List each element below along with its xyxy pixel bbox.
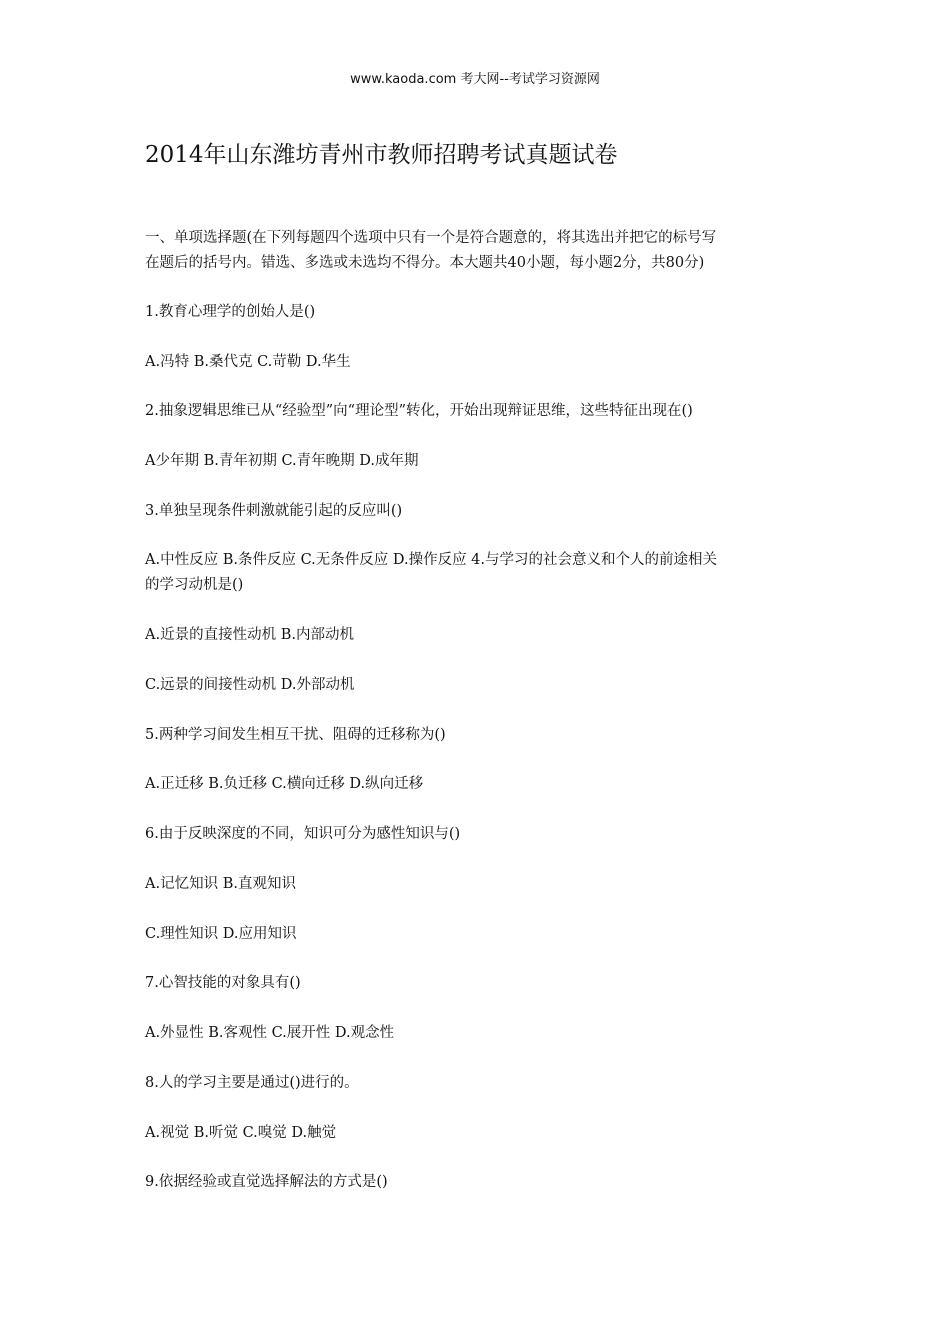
question-3-options-line-1: A.中性反应 B.条件反应 C.无条件反应 D.操作反应 4.与学习的社会意义和个人的前途相关 xyxy=(145,552,718,568)
section-instruction-line-1: 一、单项选择题(在下列每题四个选项中只有一个是符合题意的，将其选出并把它的标号写 xyxy=(145,230,717,246)
question-2: 2.抽象逻辑思维已从“经验型”向“理论型”转化，开始出现辩证思维，这些特征出现在() xyxy=(145,403,693,419)
question-9: 9.依据经验或直觉选择解法的方式是() xyxy=(145,1174,388,1190)
question-3-options-line-2: 的学习动机是() xyxy=(145,577,244,593)
question-4-options-a: A.近景的直接性动机 B.内部动机 xyxy=(145,627,354,643)
question-7-options: A.外显性 B.客观性 C.展开性 D.观念性 xyxy=(145,1025,395,1041)
section-instruction-line-2: 在题后的括号内。错选、多选或未选均不得分。本大题共40小题，每小题2分，共80分) xyxy=(145,255,705,271)
question-1-options: A.冯特 B.桑代克 C.苛勒 D.华生 xyxy=(145,354,351,370)
question-5-options: A.正迁移 B.负迁移 C.横向迁移 D.纵向迁移 xyxy=(145,776,424,792)
document-title: 2014年山东潍坊青州市教师招聘考试真题试卷 xyxy=(145,142,618,168)
question-6-options-a: A.记忆知识 B.直观知识 xyxy=(145,876,296,892)
question-6-options-b: C.理性知识 D.应用知识 xyxy=(145,926,297,942)
question-5: 5.两种学习间发生相互干扰、阻碍的迁移称为() xyxy=(145,727,446,743)
question-8: 8.人的学习主要是通过()进行的。 xyxy=(145,1075,359,1091)
question-4-options-b: C.远景的间接性动机 D.外部动机 xyxy=(145,677,355,693)
question-6: 6.由于反映深度的不同，知识可分为感性知识与() xyxy=(145,826,461,842)
page-header: www.kaoda.com 考大网--考试学习资源网 xyxy=(350,72,600,87)
question-7: 7.心智技能的对象具有() xyxy=(145,975,301,991)
question-3: 3.单独呈现条件刺激就能引起的反应叫() xyxy=(145,503,403,519)
question-1: 1.教育心理学的创始人是() xyxy=(145,304,316,320)
question-8-options: A.视觉 B.听觉 C.嗅觉 D.触觉 xyxy=(145,1125,337,1141)
question-2-options: A少年期 B.青年初期 C.青年晚期 D.成年期 xyxy=(145,453,419,469)
